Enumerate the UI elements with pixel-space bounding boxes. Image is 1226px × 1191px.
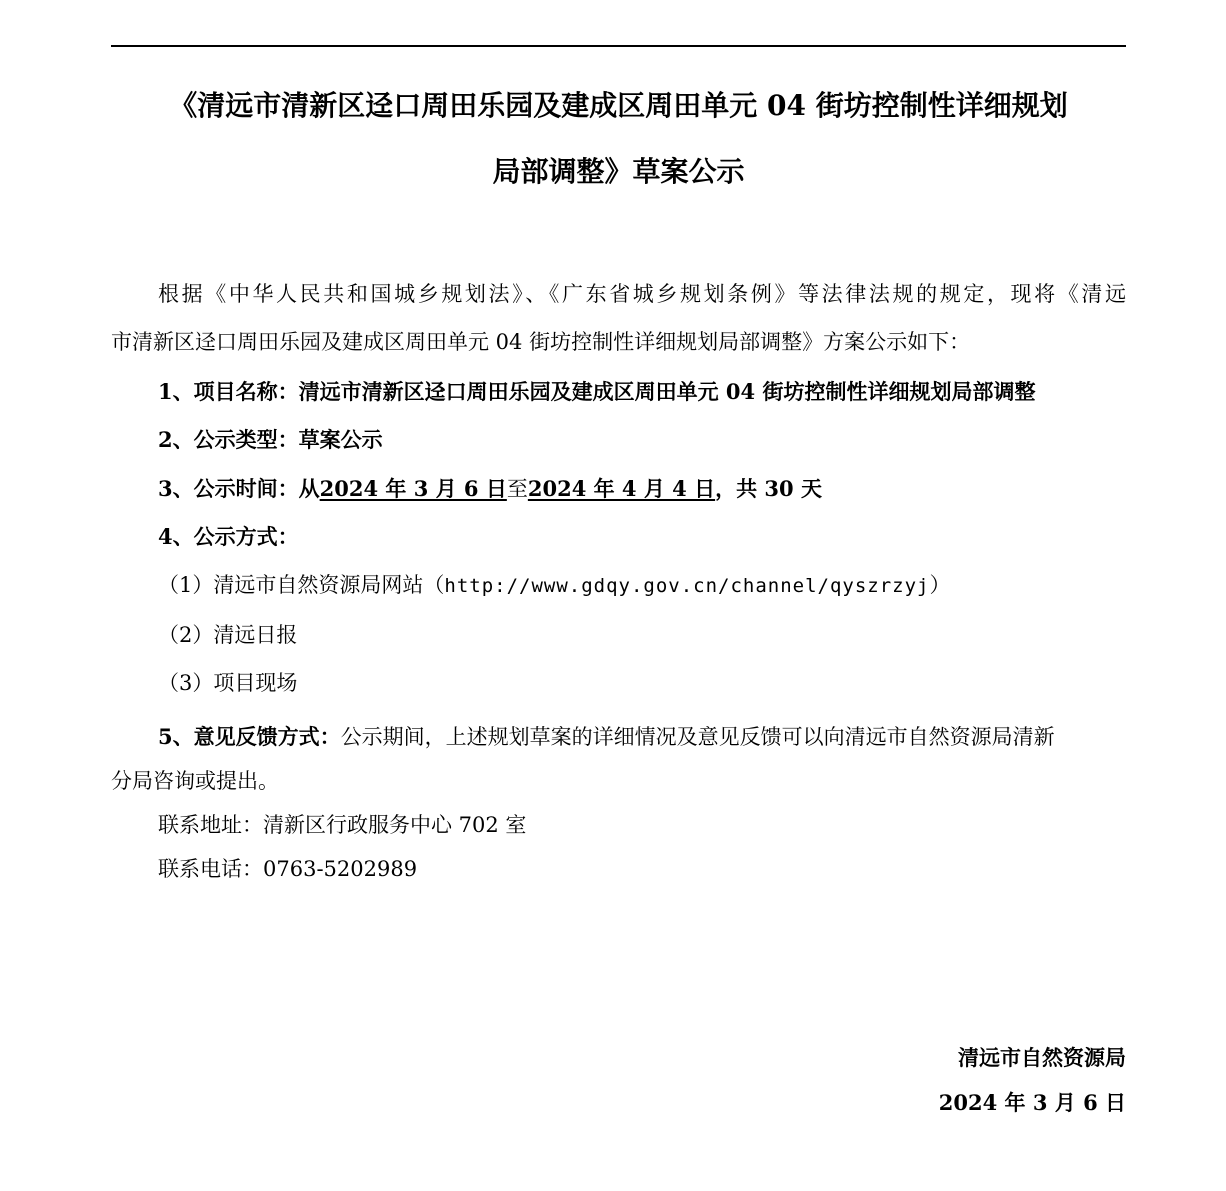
to-word: 至 (506, 477, 528, 501)
signature-organization: 清远市自然资源局 (958, 1045, 1126, 1070)
title-line-2: 局部调整》草案公示 (492, 155, 745, 188)
item-feedback-value-line1: 公示期间，上述规划草案的详细情况及意见反馈可以向清远市自然资源局清新 (340, 725, 1055, 749)
item-publicity-type-value: 草案公示 (298, 427, 383, 452)
method-website-suffix: ） (929, 573, 951, 597)
method-project-site: （3）项目现场 (158, 671, 298, 695)
title-line-1: 《清远市清新区迳口周田乐园及建成区周田单元 04 街坊控制性详细规划 (169, 89, 1068, 122)
item-project-name (158, 378, 1035, 406)
item-publicity-time-label: 3、公示时间： (158, 476, 299, 501)
intro-line-1: 根据《中华人民共和国城乡规划法》、《广东省城乡规划条例》等法律法规的规定，现将《清远 (158, 282, 1126, 306)
method-website (158, 571, 951, 600)
item-feedback (158, 723, 1126, 751)
item-publicity-type-label: 2、公示类型： (158, 427, 299, 452)
item-publicity-method-label: 4、公示方式： (158, 524, 299, 549)
header-rule (111, 45, 1126, 47)
contact-phone: 联系电话：0763-5202989 (158, 857, 418, 881)
signature-date: 2024 年 3 月 6 日 (938, 1090, 1126, 1115)
item-feedback-value-line2: 分局咨询或提出。 (111, 769, 279, 793)
intro-line-2: 市清新区迳口周田乐园及建成区周田单元 04 街坊控制性详细规划局部调整》方案公示如下： (111, 330, 971, 354)
method-newspaper: （2）清远日报 (158, 623, 298, 647)
item-publicity-time (158, 475, 822, 503)
item-project-name-label: 1、项目名称： (158, 379, 299, 404)
website-url: http://www.gdqy.gov.cn/channel/qyszrzyj (444, 575, 930, 597)
item-project-name-value: 清远市清新区迳口周田乐园及建成区周田单元 04 街坊控制性详细规划局部调整 (298, 379, 1036, 404)
contact-address: 联系地址：清新区行政服务中心 702 室 (158, 813, 527, 837)
method-website-prefix: （1）清远市自然资源局网站（ (158, 573, 445, 597)
duration: ，共 30 天 (715, 476, 822, 501)
item-feedback-label: 5、意见反馈方式： (158, 724, 341, 749)
end-date: 2024 年 4 月 4 日 (527, 476, 716, 501)
start-date: 2024 年 3 月 6 日 (319, 476, 507, 501)
item-publicity-type (158, 426, 383, 454)
from-word: 从 (298, 476, 320, 501)
